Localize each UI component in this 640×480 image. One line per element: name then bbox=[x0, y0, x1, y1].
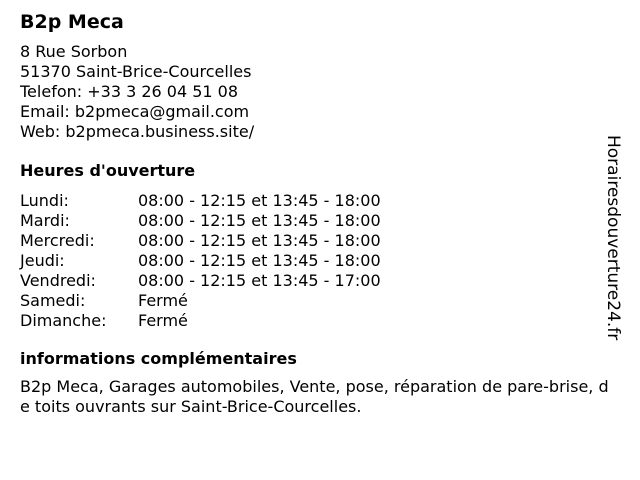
hours-row-thursday bbox=[20, 251, 610, 271]
day-label: Mercredi: bbox=[20, 231, 95, 250]
time-value: 08:00 - 12:15 et 13:45 - 18:00 bbox=[138, 251, 381, 270]
business-name: B2p Meca bbox=[20, 11, 124, 33]
day-label: Mardi: bbox=[20, 211, 70, 230]
day-label: Lundi: bbox=[20, 191, 69, 210]
additional-info-heading: informations complémentaires bbox=[20, 349, 297, 368]
time-value: Fermé bbox=[138, 291, 188, 310]
hours-row-friday bbox=[20, 271, 610, 291]
business-description: B2p Meca, Garages automobiles, Vente, pose, réparation de pare-brise, de toits ouvrants sur Saint-Brice-Courcelles. bbox=[20, 377, 609, 416]
day-label: Dimanche: bbox=[20, 311, 107, 330]
opening-hours-heading: Heures d'ouverture bbox=[20, 161, 196, 180]
site-watermark: Horairesdouverture24.fr bbox=[603, 135, 623, 341]
day-label: Vendredi: bbox=[20, 271, 96, 290]
hours-row-monday bbox=[20, 191, 610, 211]
business-card bbox=[20, 10, 610, 417]
hours-row-tuesday bbox=[20, 211, 610, 231]
hours-row-wednesday bbox=[20, 231, 610, 251]
contact-block bbox=[20, 42, 610, 142]
time-value: 08:00 - 12:15 et 13:45 - 18:00 bbox=[138, 211, 381, 230]
time-value: 08:00 - 12:15 et 13:45 - 18:00 bbox=[138, 231, 381, 250]
city-address: 51370 Saint-Brice-Courcelles bbox=[20, 62, 252, 81]
time-value: Fermé bbox=[138, 311, 188, 330]
day-label: Samedi: bbox=[20, 291, 86, 310]
hours-row-sunday bbox=[20, 311, 610, 331]
website-address: Web: b2pmeca.business.site/ bbox=[20, 122, 255, 141]
hours-row-saturday bbox=[20, 291, 610, 311]
email-address: Email: b2pmeca@gmail.com bbox=[20, 102, 250, 121]
time-value: 08:00 - 12:15 et 13:45 - 17:00 bbox=[138, 271, 381, 290]
time-value: 08:00 - 12:15 et 13:45 - 18:00 bbox=[138, 191, 381, 210]
opening-hours-table bbox=[20, 191, 610, 331]
street-address: 8 Rue Sorbon bbox=[20, 42, 128, 61]
phone-number: Telefon: +33 3 26 04 51 08 bbox=[20, 82, 239, 101]
day-label: Jeudi: bbox=[20, 251, 65, 270]
